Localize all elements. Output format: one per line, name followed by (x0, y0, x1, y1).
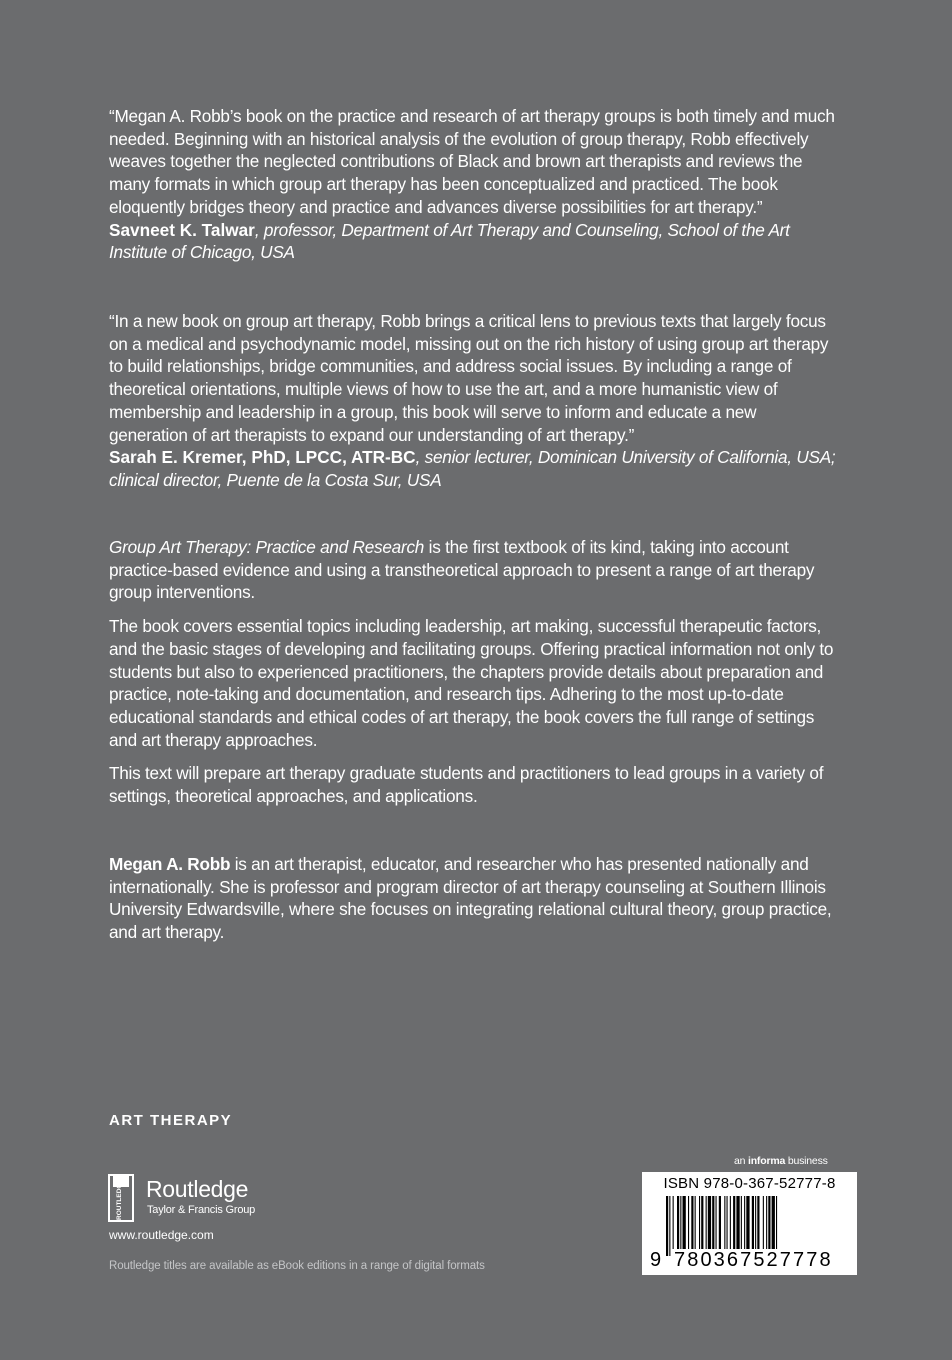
barcode-digits: 780367527778 (674, 1249, 833, 1271)
barcode-bar (757, 1196, 759, 1256)
book-title: Group Art Therapy: Practice and Research (109, 537, 425, 557)
barcode-bar (666, 1196, 668, 1256)
barcode-bar (701, 1196, 703, 1256)
barcode-bar (766, 1196, 767, 1256)
barcode-bar (746, 1196, 749, 1256)
quote-author: Sarah E. Kremer, PhD, LPCC, ATR-BC (109, 447, 416, 468)
barcode-bar (776, 1196, 777, 1256)
logo-mark-text: ROUTLEDGE (116, 1179, 123, 1220)
barcode-bar (763, 1196, 764, 1256)
barcode-bar (727, 1196, 728, 1256)
barcode-bar (688, 1196, 689, 1256)
quote-author: Savneet K. Talwar (109, 219, 255, 240)
description-para-3: This text will prepare art therapy graduate students and practitioners to lead groups in a variety of settings, theoretical approaches, and applications. (109, 763, 824, 807)
description-intro (109, 536, 839, 604)
barcode-bar (741, 1196, 742, 1256)
isbn-label: ISBN 978-0-367-52777-8 (663, 1175, 836, 1192)
barcode-bar (708, 1196, 711, 1256)
barcode-bar (719, 1196, 721, 1256)
isbn-barcode (642, 1172, 857, 1275)
publisher-name: Routledge (146, 1176, 249, 1202)
barcode-bar (716, 1196, 717, 1256)
author-bio (109, 853, 839, 944)
description-para-2: The book covers essential topics including leadership, art making, successful therapeutic factors, and the basic stages of developing and facilitating groups. Offering practical information not only to students but also to experienced practitioners, the chapters provide details about preparation and practice, note-taking and documentation, and research tips. Adhering to the most up-to-date educational standards and ethical codes of art therapy, the book covers the full range of settings and art therapy approaches. (109, 616, 834, 750)
barcode-bar (695, 1196, 696, 1256)
barcode-bar (772, 1196, 775, 1256)
barcode-bar (673, 1196, 674, 1256)
informa-tagline: an informa business (734, 1155, 828, 1167)
ebook-note: Routledge titles are available as eBook editions in a range of digital formats (109, 1260, 485, 1272)
barcode-bar (730, 1196, 731, 1256)
book-description (109, 536, 839, 808)
quote-attribution (109, 446, 839, 491)
barcode-bar (736, 1196, 739, 1256)
barcode-bar (691, 1196, 693, 1256)
subject-category: ART THERAPY (109, 1112, 233, 1129)
barcode-first-digit: 9 (650, 1249, 662, 1271)
routledge-logo (108, 1174, 278, 1222)
quote-affiliation: , professor, Department of Art Therapy and Counseling, School of the Art Institute of Chicago, USA (109, 219, 790, 263)
barcode-bar (712, 1196, 714, 1256)
barcode-bar (680, 1196, 681, 1256)
barcode-icon (666, 1196, 852, 1256)
barcode-bar (724, 1196, 725, 1256)
barcode-bar (768, 1196, 770, 1256)
author-name: Megan A. Robb (109, 854, 231, 874)
endorsement-1 (109, 105, 839, 264)
barcode-bar (699, 1196, 700, 1256)
publisher-group: Taylor & Francis Group (147, 1204, 256, 1216)
barcode-bar (677, 1196, 679, 1256)
barcode-bar (752, 1196, 754, 1256)
bio-text: is an art therapist, educator, and researcher who has presented nationally and internationally. She is professor and program director of art therapy counseling at Southern Illinois University Edwardsville, where she focuses on integrating relational cultural theory, group practice, and art therapy. (109, 854, 832, 943)
quote-affiliation: , senior lecturer, Dominican University of California, USA; clinical director, Puente de la Costa Sur, USA (109, 447, 836, 490)
quote-text: “In a new book on group art therapy, Robb brings a critical lens to previous texts that largely focus on a medical and psychodynamic model, missing out on the rich history of using group art therapy to build relationships, bridge communities, and address social issues. By including a range of theoretical orientations, multiple views of how to use the art, and a more humanistic view of membership and leadership in a group, this book will serve to inform and educate a new generation of art therapists to expand our understanding of art therapy.” (109, 311, 829, 445)
endorsement-2 (109, 310, 839, 492)
quote-attribution (109, 219, 839, 264)
publisher-url[interactable]: www.routledge.com (109, 1228, 214, 1242)
routledge-logo-icon (108, 1174, 140, 1222)
barcode-bar (755, 1196, 756, 1256)
barcode-bar (683, 1196, 686, 1256)
barcode-bar (744, 1196, 745, 1256)
intro-text: is the first textbook of its kind, taking into account practice-based evidence and using a transtheoretical approach to present a range of art therapy group interventions. (109, 537, 815, 603)
barcode-bar (669, 1196, 670, 1256)
barcode-bar (733, 1196, 735, 1256)
quote-text: “Megan A. Robb’s book on the practice and research of art therapy groups is both timely and much needed. Beginning with an historical analysis of the evolution of group therapy, Robb effectively weaves together the neglected contributions of Black and brown art therapists and reviews the many formats in which group art therapy has been conceptualized and practiced. The book eloquently bridges theory and practice and advances diverse possibilities for art therapy.” (109, 106, 835, 217)
barcode-bar (706, 1196, 707, 1256)
informa-brand: informa (748, 1155, 786, 1167)
